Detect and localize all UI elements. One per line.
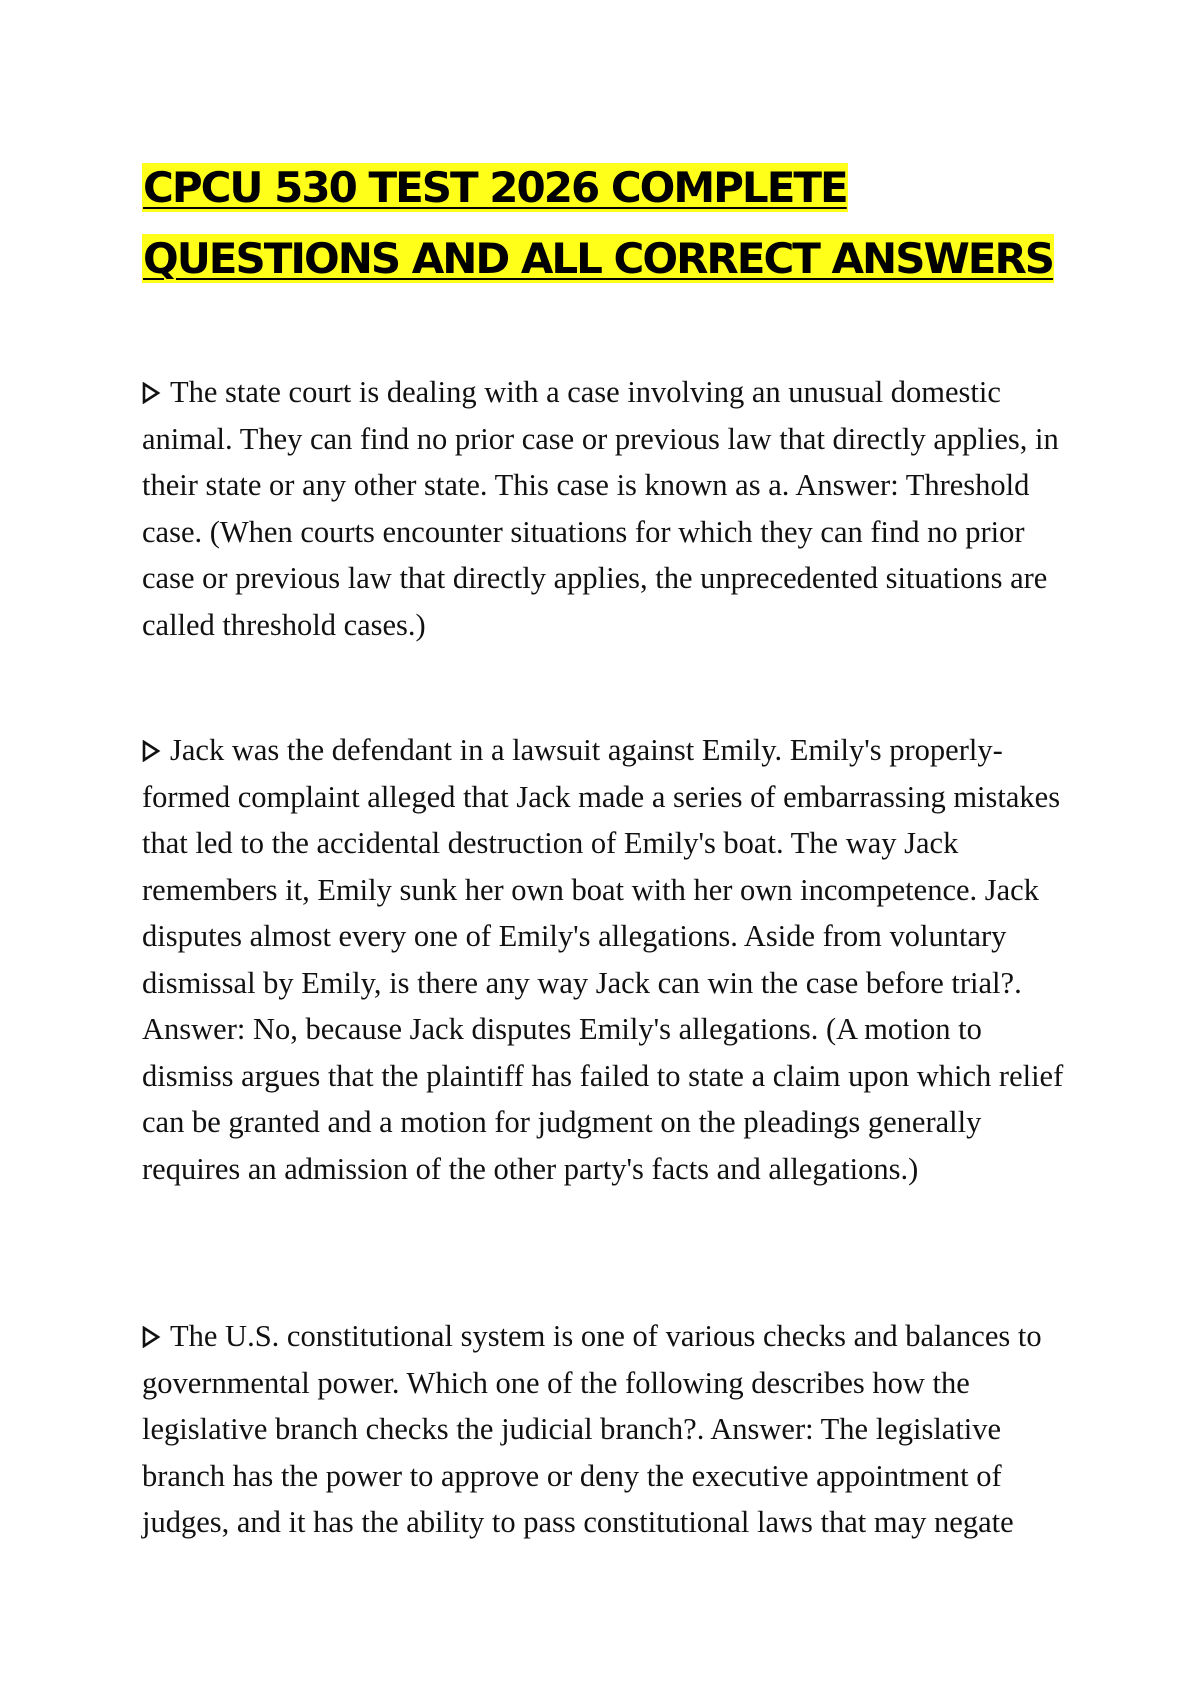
question-answer-text: The state court is dealing with a case involving an unusual domestic animal. They can find no prior case or previous law that directly applies, in their state or any other state. This case is known as a. Answer: Threshold case. (When courts encounter situations for which they can find no prior case or previous law that directly applies, the unprecedented situations are called threshold cases.) [142, 375, 1059, 642]
title-highlight-1: CPCU 530 TEST 2026 COMPLETE [143, 163, 847, 212]
title-line-1 [142, 152, 1082, 223]
triangle-bullet-icon [142, 740, 161, 762]
question-answer-text: The U.S. constitutional system is one of various checks and balances to governmental power. Which one of the following describes how the legislative branch checks the judicial branch?. Answer: The legislative branch has the power to approve or deny the executive appointment of judges, and it has the ability to pass constitutional laws that may negate [142, 1319, 1042, 1539]
title-highlight-2: QUESTIONS AND ALL CORRECT ANSWERS [143, 234, 1054, 283]
question-answer-text: Jack was the defendant in a lawsuit against Emily. Emily's properly-formed complaint alleged that Jack made a series of embarrassing mistakes that led to the accidental destruction of Emily's boat. The way Jack remembers it, Emily sunk her own boat with her own incompetence. Jack disputes almost every one of Emily's allegations. Aside from voluntary dismissal by Emily, is there any way Jack can win the case before trial?. Answer: No, because Jack disputes Emily's allegations. (A motion to dismiss argues that the plaintiff has failed to state a claim upon which relief can be granted and a motion for judgment on the pleadings generally requires an admission of the other party's facts and allegations.) [142, 733, 1064, 1186]
question-answer-item [142, 1313, 1072, 1546]
document-title [142, 152, 1082, 294]
question-answer-item [142, 727, 1072, 1192]
triangle-bullet-icon [142, 1326, 161, 1348]
question-answer-item [142, 369, 1072, 648]
title-line-2 [142, 223, 1082, 294]
triangle-bullet-icon [142, 382, 161, 404]
